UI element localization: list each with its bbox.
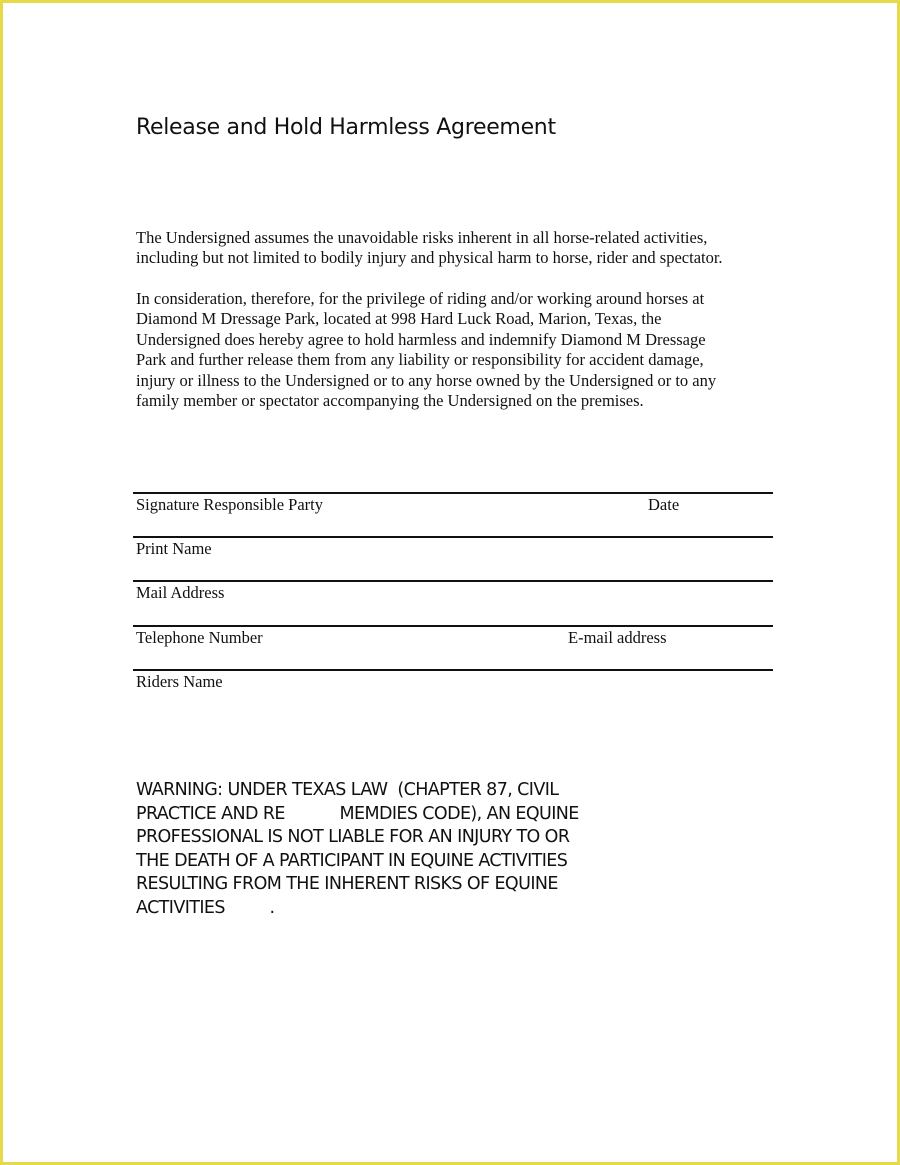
warning-line: WARNING: UNDER TEXAS LAW (CHAPTER 87, CIVIL — [136, 780, 559, 800]
warning-line: RESULTING FROM THE INHERENT RISKS OF EQUINE — [136, 874, 558, 894]
paragraph-line: Park and further release them from any liability or responsibility for accident damage, — [136, 350, 704, 370]
print-name-field[interactable] — [133, 536, 773, 566]
paragraph-line: In consideration, therefore, for the privilege of riding and/or working around horses at — [136, 289, 705, 308]
paragraph-line: injury or illness to the Undersigned or to any horse owned by the Undersigned or to any — [136, 370, 717, 390]
warning-line: PROFESSIONAL IS NOT LIABLE FOR AN INJURY TO OR — [136, 827, 570, 847]
texas-law-warning — [136, 779, 579, 920]
warning-line: ACTIVITIES . — [136, 897, 275, 918]
riders-name-label: Riders Name — [136, 672, 223, 691]
paragraph-line: The Undersigned assumes the unavoidable risks inherent in all horse-related activities, — [136, 228, 708, 247]
mail-address-label: Mail Address — [136, 583, 225, 602]
paragraph-line: Undersigned does hereby agree to hold harmless and indemnify Diamond M Dressage — [136, 329, 706, 349]
paragraph-line: Diamond M Dressage Park, located at 998 Hard Luck Road, Marion, Texas, the — [136, 309, 662, 329]
consideration-paragraph — [136, 289, 796, 411]
email-label: E-mail address — [568, 628, 667, 647]
date-label: Date — [648, 495, 680, 514]
riders-name-field[interactable] — [133, 669, 773, 697]
warning-line: THE DEATH OF A PARTICIPANT IN EQUINE ACTIVITIES — [136, 850, 568, 871]
telephone-label: Telephone Number — [136, 628, 263, 647]
paragraph-line: family member or spectator accompanying the Undersigned on the premises. — [136, 391, 644, 411]
signature-label: Signature Responsible Party — [136, 495, 323, 514]
signature-field[interactable] — [133, 492, 773, 522]
print-name-label: Print Name — [136, 539, 212, 558]
risk-paragraph — [136, 228, 796, 269]
warning-line: PRACTICE AND RE MEMDIES CODE), AN EQUINE — [136, 803, 579, 824]
telephone-field[interactable] — [133, 625, 773, 655]
page-title: Release and Hold Harmless Agreement — [136, 115, 556, 140]
mail-address-field[interactable] — [133, 580, 773, 610]
paragraph-line: including but not limited to bodily injury and physical harm to horse, rider and spectator. — [136, 248, 723, 268]
